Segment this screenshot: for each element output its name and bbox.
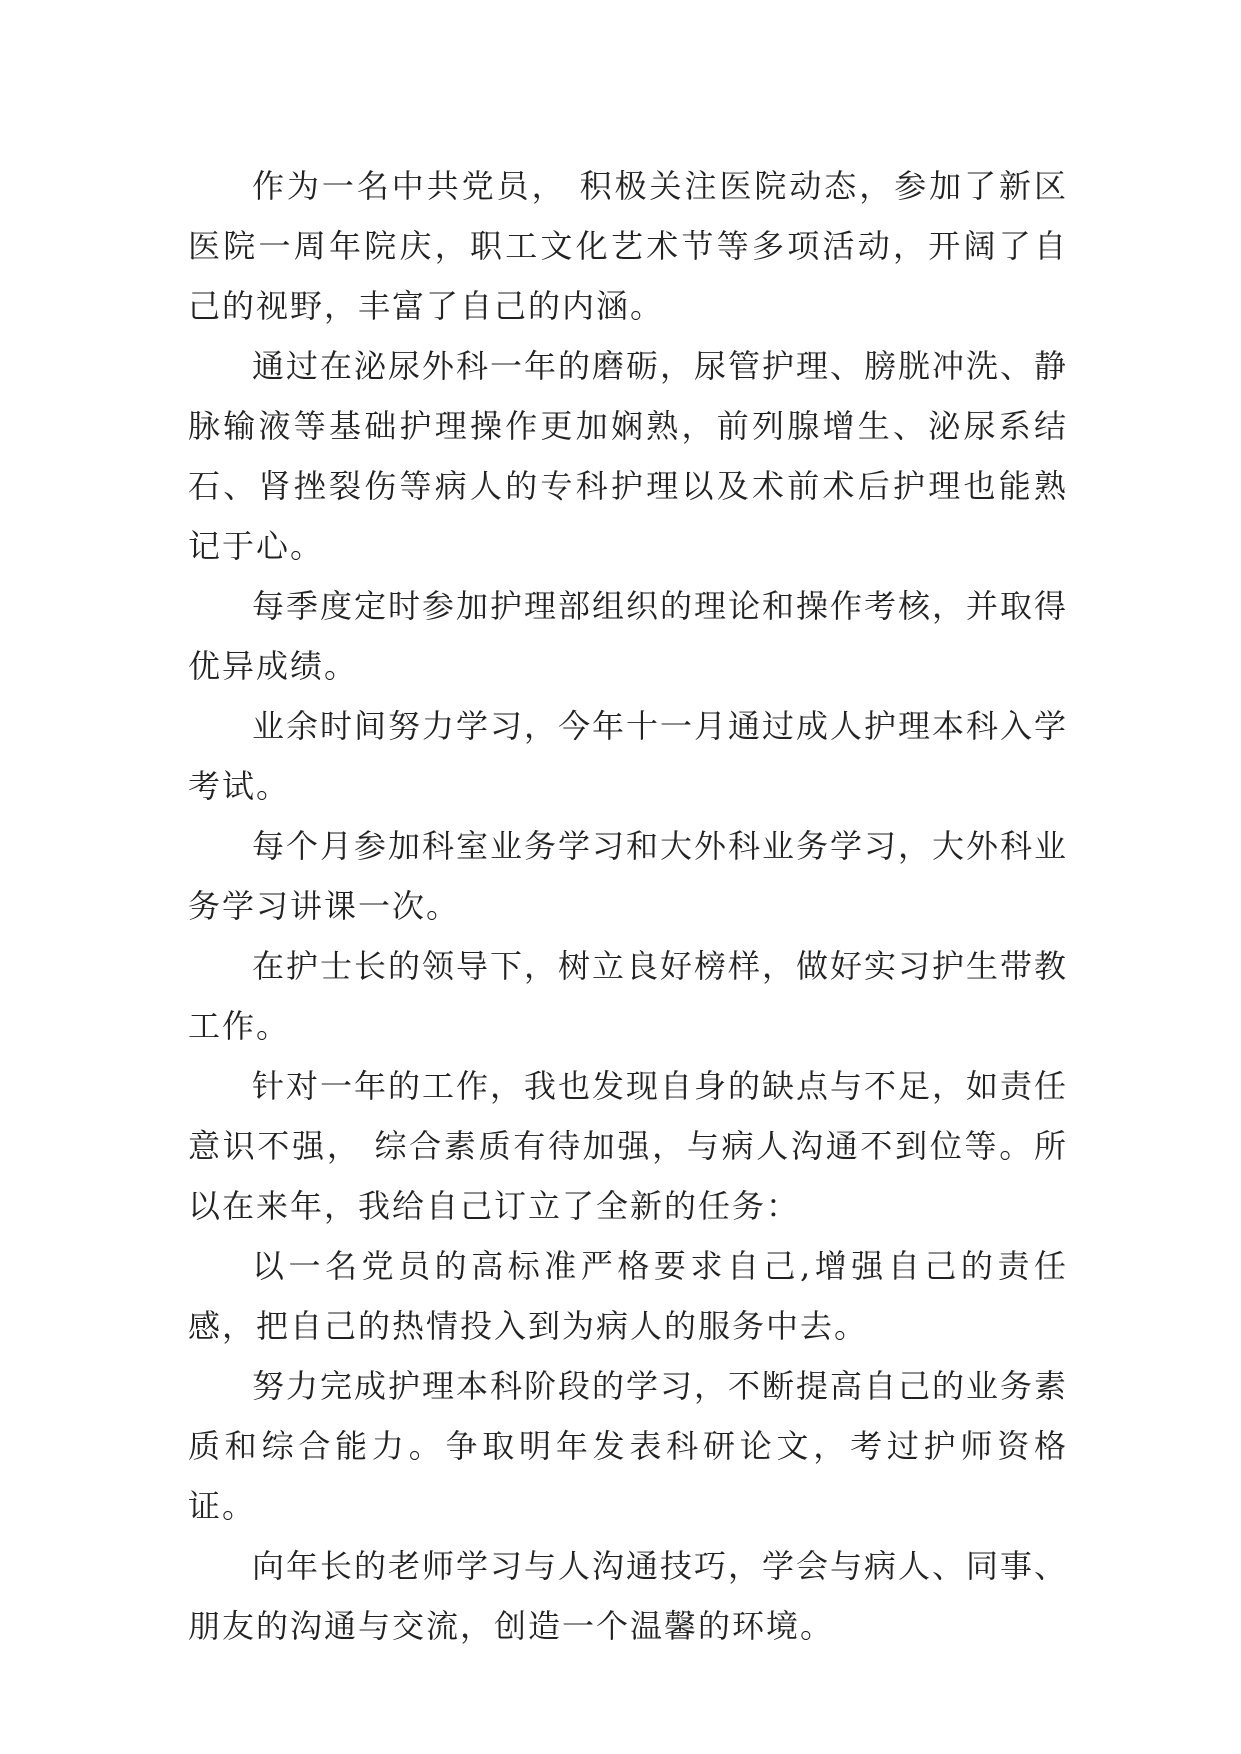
document-body bbox=[188, 156, 1068, 1656]
paragraph: 以一名党员的高标准严格要求自己,增强自己的责任感，把自己的热情投入到为病人的服务中去。 bbox=[188, 1247, 1068, 1345]
paragraph: 每季度定时参加护理部组织的理论和操作考核，并取得优异成绩。 bbox=[188, 587, 1069, 685]
paragraph: 针对一年的工作，我也发现自身的缺点与不足，如责任意识不强， 综合素质有待加强，与病人沟通不到位等。所以在来年，我给自己订立了全新的任务： bbox=[188, 1067, 1069, 1225]
paragraph: 通过在泌尿外科一年的磨砺，尿管护理、膀胱冲洗、静脉输液等基础护理操作更加娴熟，前列腺增生、泌尿系结石、肾挫裂伤等病人的专科护理以及术前术后护理也能熟记于心。 bbox=[188, 347, 1069, 565]
paragraph: 业余时间努力学习，今年十一月通过成人护理本科入学考试。 bbox=[188, 707, 1069, 805]
paragraph: 作为一名中共党员， 积极关注医院动态，参加了新区医院一周年院庆，职工文化艺术节等多项活动，开阔了自己的视野，丰富了自己的内涵。 bbox=[188, 167, 1068, 325]
paragraph: 努力完成护理本科阶段的学习，不断提高自己的业务素质和综合能力。争取明年发表科研论文，考过护师资格证。 bbox=[188, 1367, 1069, 1525]
paragraph: 每个月参加科室业务学习和大外科业务学习，大外科业务学习讲课一次。 bbox=[188, 827, 1069, 925]
paragraph: 在护士长的领导下，树立良好榜样，做好实习护生带教工作。 bbox=[188, 947, 1069, 1045]
paragraph: 向年长的老师学习与人沟通技巧，学会与病人、同事、朋友的沟通与交流，创造一个温馨的环境。 bbox=[188, 1547, 1069, 1645]
